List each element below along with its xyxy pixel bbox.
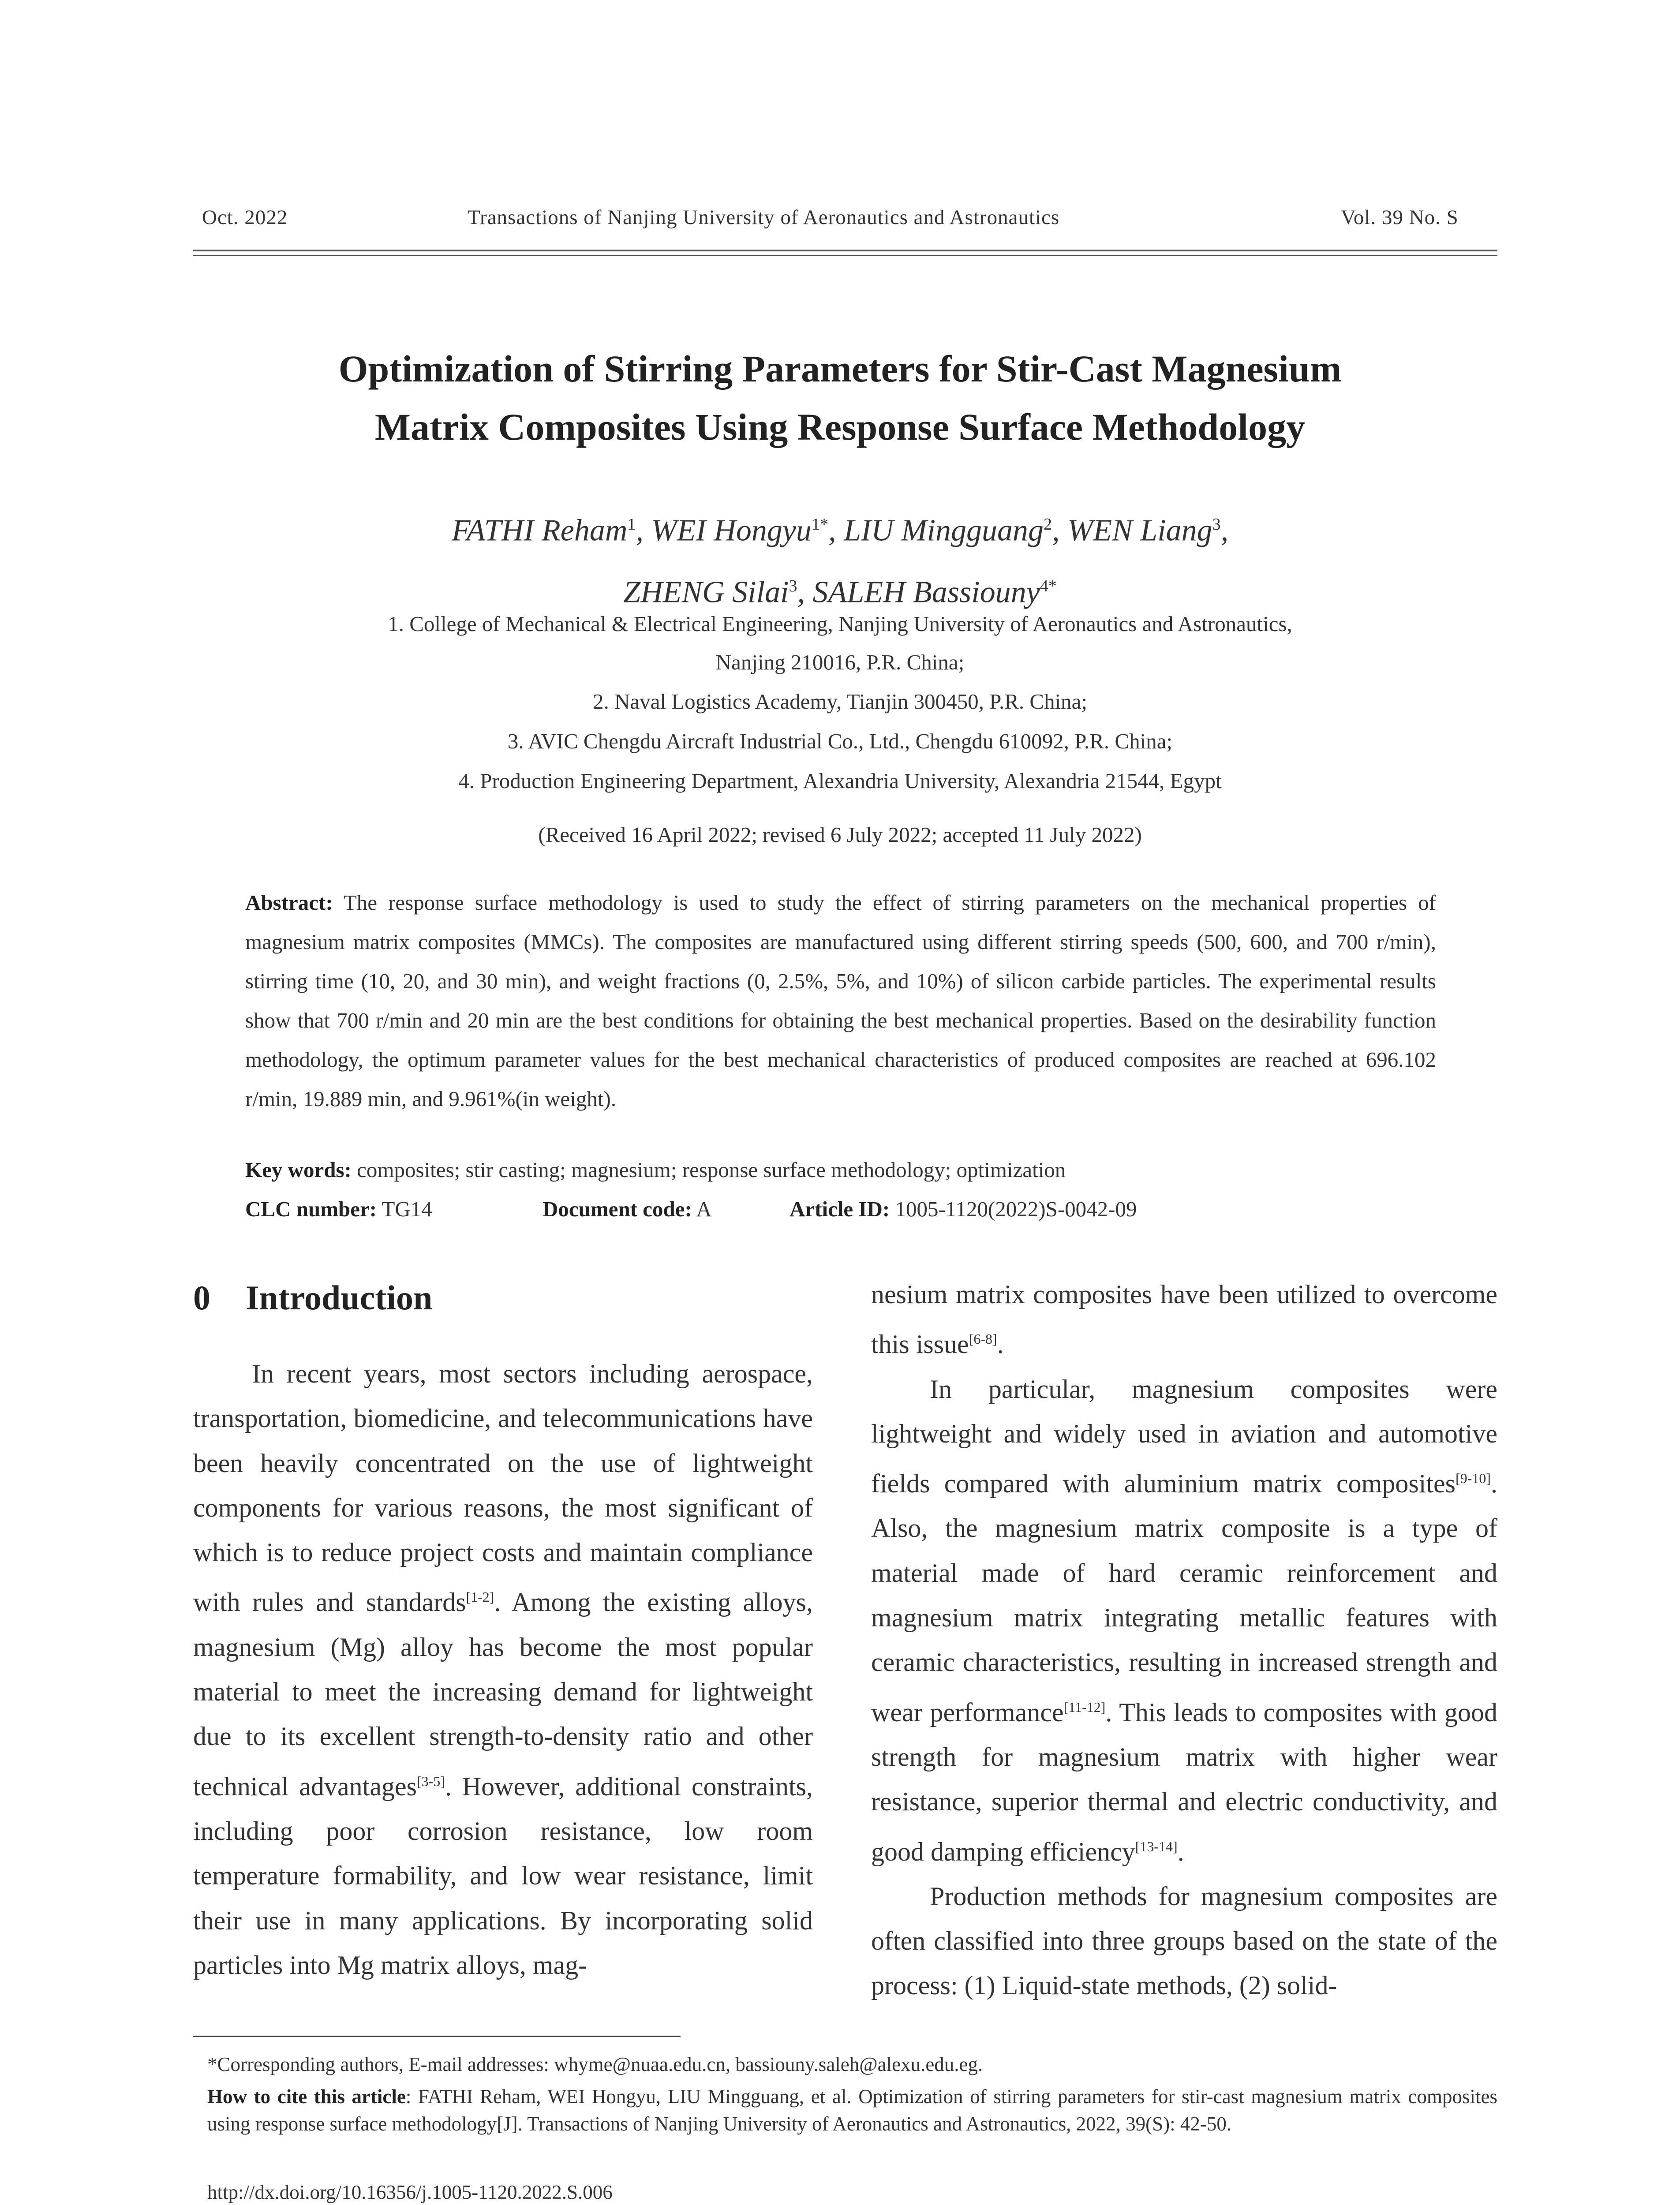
title-line-1: Optimization of Stirring Parameters for Stir-Cast Magnesium — [338, 348, 1342, 390]
keywords — [245, 1157, 1436, 1182]
paragraph-text: . This leads to composites with good strength for magnesium matrix with higher wear resistance, superior thermal and electric conductivity, and good damping efficiency — [871, 1697, 1497, 1866]
paragraph-text: . Among the existing alloys, magnesium (Mg) alloy has become the most popular material to meet the increasing demand for lightweight due to its excellent strength-to-density ratio and other technical advantages — [193, 1588, 813, 1801]
author-affil-mark: 3 — [1212, 515, 1221, 534]
citation: [9-10] — [1456, 1470, 1491, 1487]
author-affil-mark: 2 — [1044, 515, 1052, 534]
left-column — [193, 1352, 813, 1988]
header-volume: Vol. 39 No. S — [1341, 206, 1459, 229]
cite-label: How to cite this article — [207, 2085, 406, 2108]
paragraph-text: . — [997, 1330, 1004, 1359]
article-id-label: Article ID: — [789, 1197, 890, 1221]
citation: [1-2] — [466, 1589, 494, 1605]
affiliation-line: 1. College of Mechanical & Electrical Engineering, Nanjing University of Aeronautics and Astronautics, — [388, 612, 1292, 636]
paragraph — [871, 1367, 1497, 1874]
author-name: FATHI Reham — [451, 513, 628, 548]
paragraph — [871, 1272, 1497, 1367]
clc-label: CLC number: — [245, 1197, 377, 1221]
paragraph — [871, 1874, 1497, 2008]
article-id-value: 1005-1120(2022)S-0042-09 — [895, 1197, 1137, 1221]
keywords-text: composites; stir casting; magnesium; response surface methodology; optimization — [357, 1158, 1066, 1182]
paragraph-text: . However, additional constraints, including poor corrosion resistance, low room temperature formability, and low wear resistance, limit their use in many applications. By incorporating solid particles into Mg matrix alloys, mag- — [193, 1771, 813, 1980]
abstract-label: Abstract: — [245, 890, 333, 915]
author-affil-mark: 1 — [627, 515, 636, 534]
paragraph-text: nesium matrix composites have been utilized to overcome this issue — [871, 1280, 1497, 1359]
paragraph-text: Production methods for magnesium composites are often classified into three groups based on the state of the process: (1) Liquid-state methods, (2) solid- — [871, 1881, 1497, 2000]
document-code — [543, 1196, 712, 1222]
author-affil-mark: 3 — [789, 577, 797, 596]
paragraph-text: In particular, magnesium composites were lightweight and widely used in aviation and automotive fields compared with aluminium matrix composites — [871, 1374, 1497, 1499]
citation-note — [207, 2083, 1497, 2138]
abstract-text: The response surface methodology is used to study the effect of stirring parameters on the mechanical properties of magnesium matrix composites (MMCs). The composites are manufactured using different stirring speeds (500, 600, and 700 r/min), stirring time (10, 20, and 30 min), and weight fractions (0, 2.5%, 5%, and 10%) of silicon carbide particles. The experimental results show that 700 r/min and 20 min are the best conditions for obtaining the best mechanical properties. Based on the desirability function methodology, the optimum parameter values for the best mechanical characteristics of produced composites are reached at 696.102 r/min, 19.889 min, and 9.961%(in weight). — [245, 890, 1436, 1111]
title-line-2: Matrix Composites Using Response Surface Methodology — [374, 406, 1306, 448]
citation: [3-5] — [416, 1773, 445, 1789]
keywords-label: Key words: — [245, 1158, 352, 1182]
footnote-rule — [193, 2036, 681, 2037]
cite-text: : FATHI Reham, WEI Hongyu, LIU Mingguang, et al. Optimization of stirring parameters for stir-cast magnesium matrix composites using response surface methodology[J]. Transactions of Nanjing University of Aeronautics and Astronautics, 2022, 39(S): 42-50. — [207, 2085, 1497, 2135]
section-title: Introduction — [246, 1278, 433, 1317]
affiliation-line: 2. Naval Logistics Academy, Tianjin 300450, P.R. China; — [592, 689, 1088, 714]
citation: [11-12] — [1063, 1699, 1106, 1715]
author-affil-mark: 4* — [1040, 577, 1057, 596]
author-name: LIU Mingguang — [843, 513, 1044, 548]
paper-title — [132, 340, 1548, 456]
paragraph-text: . Also, the magnesium matrix composite is a type of material made of hard ceramic reinforcement and magnesium matrix integrating metallic features with ceramic characteristics, resulting in increased strength and wear performance — [871, 1469, 1497, 1727]
section-number: 0 — [193, 1278, 210, 1317]
right-column — [871, 1272, 1497, 2008]
section-heading — [193, 1278, 432, 1318]
paragraph-text: In recent years, most sectors including aerospace, transportation, biomedicine, and telecommunications have been heavily concentrated on the use of lightweight components for various reasons, the most significant of which is to reduce project costs and maintain compliance with rules and standards — [193, 1359, 813, 1617]
header-rule-top — [193, 250, 1497, 251]
clc-number — [245, 1196, 432, 1222]
author-name: ZHENG Silai — [623, 575, 789, 609]
affiliation-line: 4. Production Engineering Department, Alexandria University, Alexandria 21544, Egypt — [458, 769, 1222, 793]
clc-value: TG14 — [382, 1197, 432, 1221]
doc-code-label: Document code: — [543, 1197, 692, 1221]
citation: [6-8] — [969, 1331, 997, 1347]
abstract — [245, 883, 1436, 1118]
author-list: FATHI Reham$^1$, WEI Hongyu$^{1*}$, LIU Mingguang$^2$, WEN Liang$^3$, ZHENG Silai$^3$, SALEH Bassiouny$^{4*}$ — [451, 513, 1229, 609]
doi-link[interactable]: http://dx.doi.org/10.16356/j.1005-1120.2022.S.006 — [207, 2181, 613, 2203]
paragraph-text: . — [1177, 1837, 1184, 1866]
header-journal: Transactions of Nanjing University of Aeronautics and Astronautics — [468, 206, 1060, 229]
header-rule-bottom — [193, 255, 1497, 256]
header-date: Oct. 2022 — [202, 206, 288, 229]
citation: [13-14] — [1135, 1838, 1178, 1854]
author-name: WEI Hongyu — [651, 513, 812, 548]
author-name: SALEH Bassiouny — [812, 575, 1040, 609]
doc-code-value: A — [696, 1197, 712, 1221]
corresponding-authors-note: *Corresponding authors, E-mail addresses: whyme@nuaa.edu.cn, bassiouny.saleh@alexu.edu.eg. — [207, 2053, 983, 2075]
affiliation-line: 3. AVIC Chengdu Aircraft Industrial Co., Ltd., Chengdu 610092, P.R. China; — [507, 729, 1173, 753]
affiliation-line: Nanjing 210016, P.R. China; — [715, 650, 965, 674]
paragraph — [193, 1352, 813, 1988]
received-dates: (Received 16 April 2022; revised 6 July 2022; accepted 11 July 2022) — [538, 822, 1142, 847]
author-name: WEN Liang — [1067, 513, 1212, 548]
author-affil-mark: 1* — [811, 515, 828, 534]
article-id — [789, 1196, 1137, 1222]
